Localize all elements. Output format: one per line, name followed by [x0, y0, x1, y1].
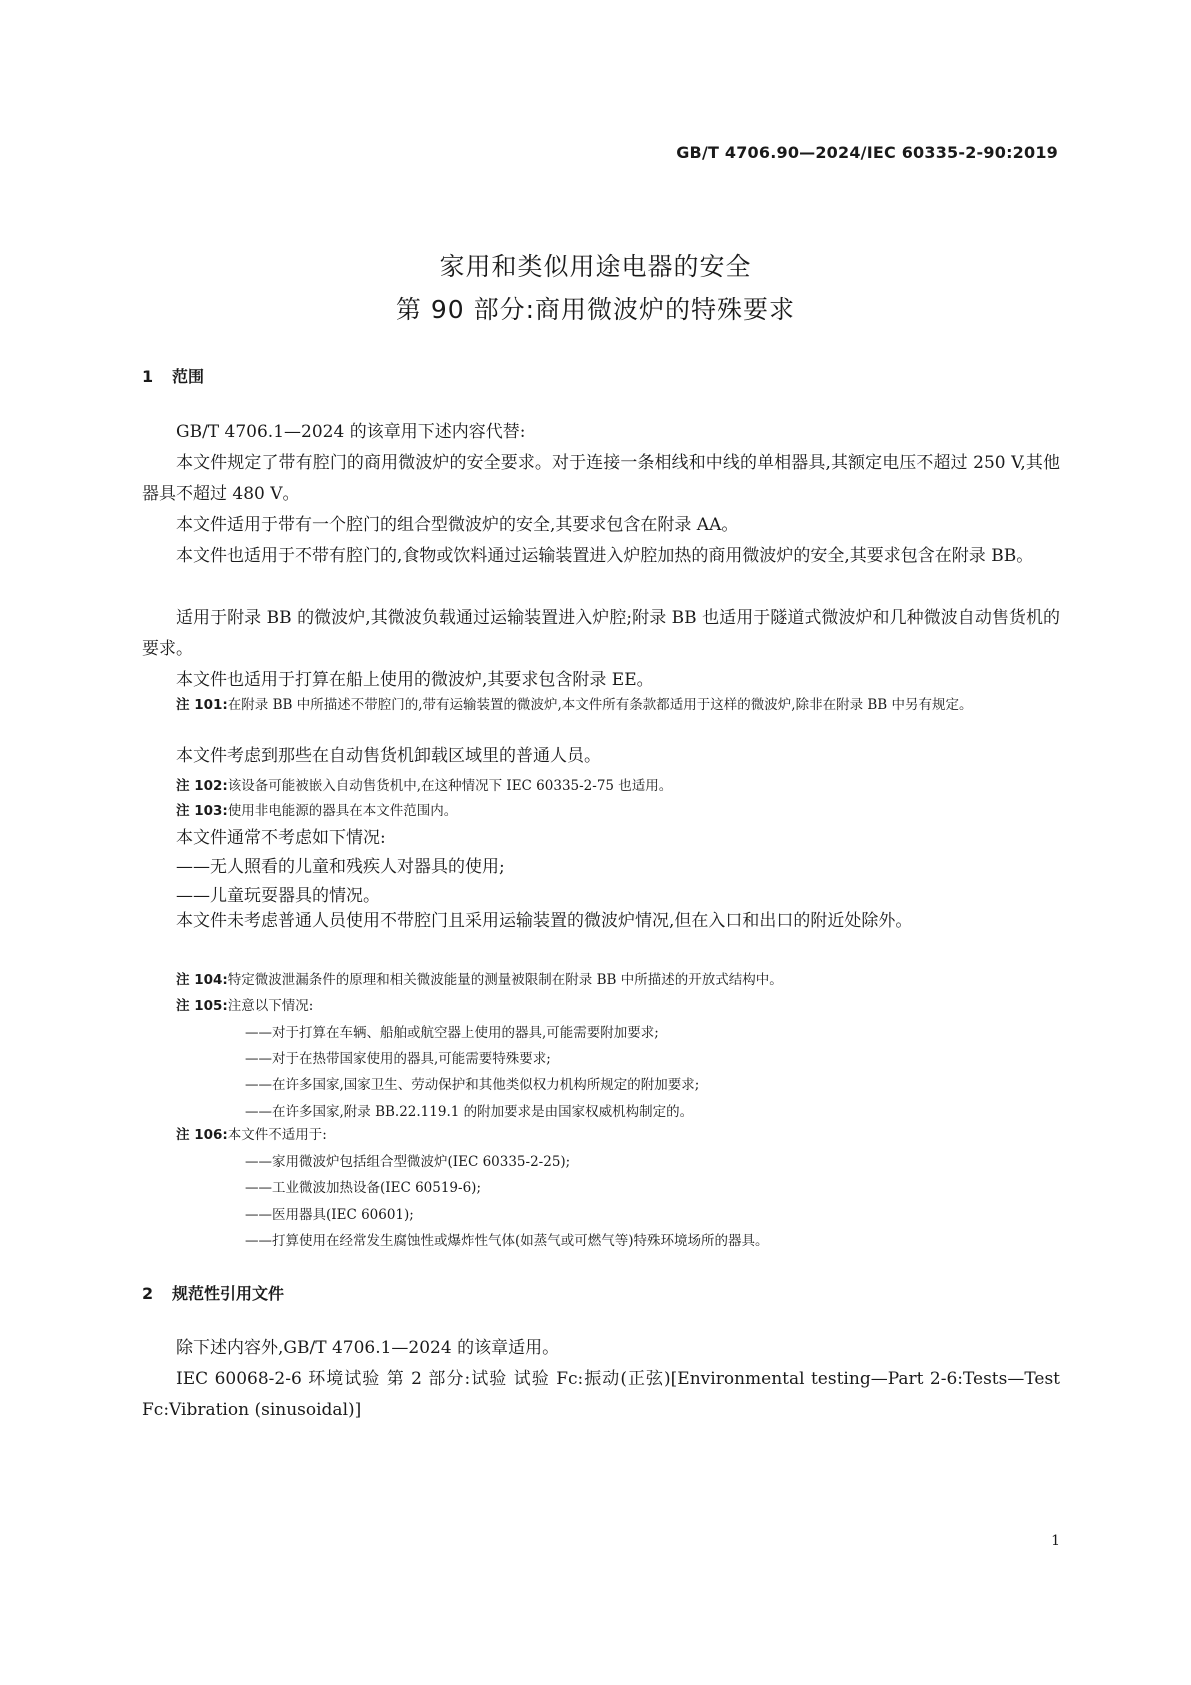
document-title-line1: 家用和类似用途电器的安全: [439, 252, 752, 281]
note-105-item: ——对于打算在车辆、船舶或航空器上使用的器具,可能需要附加要求;: [245, 1025, 659, 1041]
note-104-label: 注 104:: [176, 972, 228, 988]
note-105-item: ——对于在热带国家使用的器具,可能需要特殊要求;: [245, 1051, 551, 1067]
section-1-heading: [142, 364, 204, 387]
note-105-label: 注 105:: [176, 998, 228, 1014]
section-2-title: 规范性引用文件: [172, 1284, 285, 1303]
note-104: [176, 968, 1060, 992]
section-1-number: 1: [142, 367, 154, 386]
note-105-text: 注意以下情况:: [227, 998, 314, 1014]
note-106-item: ——工业微波加热设备(IEC 60519-6);: [245, 1180, 481, 1196]
note-105-item: ——在许多国家,附录 BB.22.119.1 的附加要求是由国家权威机构制定的。: [245, 1104, 694, 1120]
note-106: [176, 1123, 1060, 1147]
document-title-line2: 第 90 部分:商用微波炉的特殊要求: [395, 295, 796, 324]
section-1-paragraph-2: 本文件规定了带有腔门的商用微波炉的安全要求。对于连接一条相线和中线的单相器具,其额定电压不超过 250 V,其他器具不超过 480 V。: [142, 453, 1060, 504]
note-106-item: ——家用微波炉包括组合型微波炉(IEC 60335-2-25);: [245, 1154, 571, 1170]
section-2-paragraph-1: 除下述内容外,GB/T 4706.1—2024 的该章适用。: [176, 1338, 560, 1358]
note-102-label: 注 102:: [176, 778, 228, 794]
note-103-text: 使用非电能源的器具在本文件范围内。: [227, 803, 458, 819]
note-104-text: 特定微波泄漏条件的原理和相关微波能量的测量被限制在附录 BB 中所描述的开放式结构中。: [227, 972, 783, 988]
section-1-title: 范围: [172, 367, 205, 386]
note-102: [176, 774, 1060, 798]
section-1-paragraph-1: GB/T 4706.1—2024 的该章用下述内容代替:: [176, 422, 526, 442]
note-103: [176, 799, 1060, 823]
note-105: [176, 994, 1060, 1018]
note-106-text: 本文件不适用于:: [227, 1127, 327, 1143]
page-number: 1: [1051, 1533, 1060, 1549]
note-101-label: 注 101:: [176, 697, 228, 713]
section-1-paragraph-4: 本文件也适用于不带有腔门的,食物或饮料通过运输装置进入炉腔加热的商用微波炉的安全,其要求包含在附录 BB。: [176, 546, 1034, 566]
note-106-item: ——医用器具(IEC 60601);: [245, 1207, 414, 1223]
section-1-paragraph-3: 本文件适用于带有一个腔门的组合型微波炉的安全,其要求包含在附录 AA。: [176, 515, 739, 535]
section-1-paragraph-7: 本文件考虑到那些在自动售货机卸载区域里的普通人员。: [176, 746, 601, 766]
section-2-heading: [142, 1281, 284, 1304]
section-1-paragraph-6: 本文件也适用于打算在船上使用的微波炉,其要求包含附录 EE。: [176, 670, 654, 690]
exclusion-item-2: ——儿童玩耍器具的情况。: [176, 886, 380, 906]
note-101: [176, 693, 1060, 717]
section-2-paragraph-2: IEC 60068-2-6 环境试验 第 2 部分:试验 试验 Fc:振动(正弦)[Environmental testing—Part 2-6:Tests—Test Fc:Vibration (sinusoidal)]: [142, 1369, 1060, 1420]
exclusion-item-1: ——无人照看的儿童和残疾人对器具的使用;: [176, 857, 505, 877]
note-103-label: 注 103:: [176, 803, 228, 819]
section-2-number: 2: [142, 1284, 154, 1303]
note-102-text: 该设备可能被嵌入自动售货机中,在这种情况下 IEC 60335-2-75 也适用。: [227, 778, 673, 794]
note-101-text: 在附录 BB 中所描述不带腔门的,带有运输装置的微波炉,本文件所有条款都适用于这样的微波炉,除非在附录 BB 中另有规定。: [227, 697, 973, 713]
note-106-item: ——打算使用在经常发生腐蚀性或爆炸性气体(如蒸气或可燃气等)特殊环境场所的器具。: [245, 1233, 769, 1249]
section-1-paragraph-5: 适用于附录 BB 的微波炉,其微波负载通过运输装置进入炉腔;附录 BB 也适用于隧道式微波炉和几种微波自动售货机的要求。: [142, 608, 1060, 659]
standard-code: GB/T 4706.90—2024/IEC 60335-2-90:2019: [676, 143, 1058, 162]
note-105-item: ——在许多国家,国家卫生、劳动保护和其他类似权力机构所规定的附加要求;: [245, 1077, 700, 1093]
section-1-paragraph-9: 本文件未考虑普通人员使用不带腔门且采用运输装置的微波炉情况,但在入口和出口的附近处除外。: [176, 911, 913, 931]
section-1-paragraph-8: 本文件通常不考虑如下情况:: [176, 828, 386, 848]
note-106-label: 注 106:: [176, 1127, 228, 1143]
